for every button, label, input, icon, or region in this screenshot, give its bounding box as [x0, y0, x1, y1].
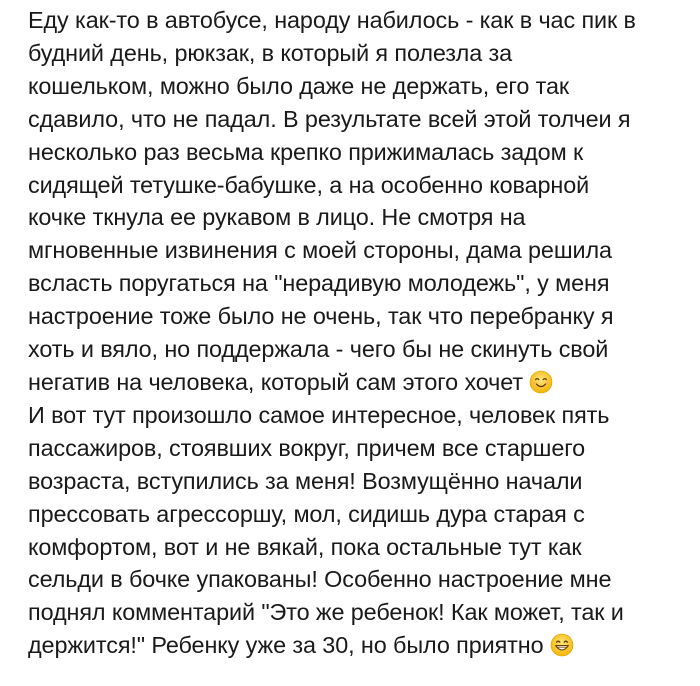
text-line: мгновенные извинения с моей стороны, дама решила — [28, 237, 612, 264]
text-line-with-emoji — [28, 629, 696, 662]
text-line: кочке ткнула ее рукавом в лицо. Не смотря на — [28, 204, 526, 231]
text-line: пассажиров, стоявших вокруг, причем все старшего — [28, 434, 586, 461]
grinning-face-icon — [550, 633, 574, 657]
text-line-with-emoji — [28, 366, 696, 399]
text-line: сельди в бочке упакованы! Особенно настроение мне — [28, 566, 612, 593]
smiling-face-icon — [529, 370, 553, 394]
text-line: сидящей тетушке-бабушке, а на особенно коварной — [28, 171, 590, 198]
text-line: хоть и вяло, но поддержала - чего бы не скинуть свой — [28, 336, 609, 363]
text-line: несколько раз весьма крепко прижималась задом к — [28, 138, 584, 165]
text-line: будний день, рюкзак, в который я полезла за — [28, 39, 513, 66]
text-line: держится!" Ребенку уже за 30, но было приятно — [28, 632, 544, 659]
text-line: возраста, вступились за меня! Возмущённо начали — [28, 467, 583, 494]
text-line: всласть поругаться на "нерадивую молодежь", у меня — [28, 270, 610, 297]
text-line: прессовать агрессоршу, мол, сидишь дура старая с — [28, 500, 585, 527]
text-line: кошельком, можно было даже не держать, его так — [28, 72, 570, 99]
text-line: комфортом, вот и не вякай, пока остальные тут как — [28, 533, 582, 560]
text-line: Еду как-то в автобусе, народу набилось - как в час пик в — [28, 7, 636, 33]
text-line: сдавило, что не падал. В результате всей этой толчеи я — [28, 105, 631, 132]
text-line: поднял комментарий "Это же ребенок! Как может, так и — [28, 599, 624, 626]
text-line: негатив на человека, который сам этого хочет — [28, 368, 524, 395]
text-line: настроение тоже было не очень, так что перебранку я — [28, 303, 614, 330]
text-line: И вот тут произошло самое интересное, человек пять — [28, 401, 610, 428]
post-text — [28, 4, 696, 662]
